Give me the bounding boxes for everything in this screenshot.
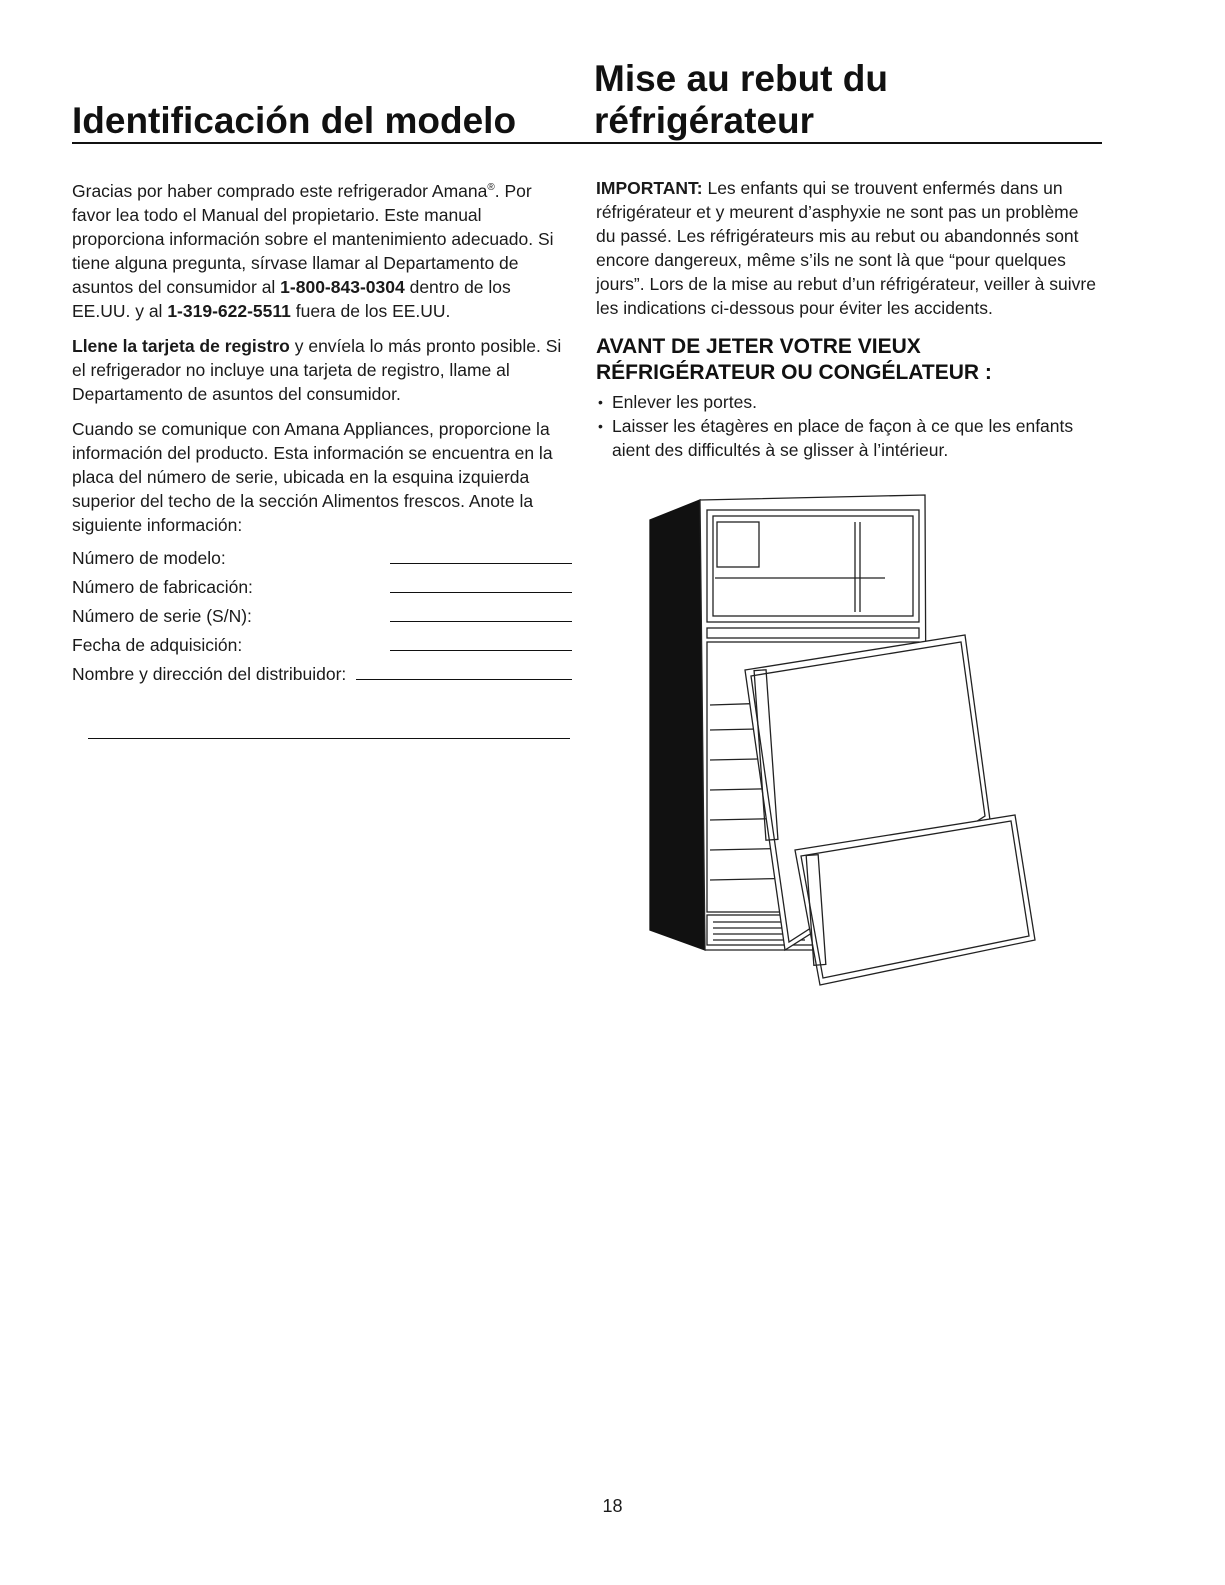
text: Les enfants qui se trouvent enfermés dans un réfrigérateur et y meurent d’asphyxie ne sont pas un problème du passé. Les réfrigérateurs mis au rebut ou abandonnés sont encore dangereux, même s’ils ne sont là que “pour quelques jours”. Lors de la mise au rebut d’un réfrigérateur, veiller à suivre les indications ci-dessous pour éviter les accidents. — [596, 178, 1096, 318]
form-row-model — [72, 541, 572, 570]
page-number: 18 — [602, 1496, 623, 1516]
thank-you-paragraph — [72, 176, 572, 323]
important-paragraph — [596, 176, 1096, 320]
right-column — [596, 176, 1096, 462]
important-label: IMPORTANT: — [596, 178, 703, 198]
blank-line — [390, 650, 572, 651]
heading-rule — [72, 142, 1102, 144]
phone-international: 1-319-622-5511 — [167, 300, 291, 321]
text: Gracias por haber comprado este refrigerador Amana — [72, 180, 488, 201]
record-form — [72, 541, 572, 686]
title-line-1: Mise au rebut du — [594, 58, 888, 99]
disposal-steps — [596, 390, 1096, 462]
text: fuera de los EE.UU. — [290, 300, 451, 321]
blank-line — [356, 679, 572, 680]
text: . Por favor lea todo el Manual del propietario. Este manual proporciona información sobre el mantenimiento adecuado. Si tiene alguna pregunta, sírvase llamar al Departamento de asuntos del consumidor al — [72, 180, 554, 297]
subheading-line-1: AVANT DE JETER VOTRE VIEUX — [596, 335, 921, 358]
product-info-paragraph: Cuando se comunique con Amana Appliances, proporcione la información del producto. Esta información se encuentra en la placa del número de serie, ubicada en la esquina izquierda superior del techo de la sección Alimentos frescos. Anote la siguiente información: — [72, 418, 553, 535]
title-refrigerator-disposal — [594, 58, 888, 142]
blank-line — [390, 592, 572, 593]
registration-bold: Llene la tarjeta de registro — [72, 335, 290, 356]
text: y envíela lo más pronto posible. Si el refrigerador no incluye una tarjeta de registro, llame al Departamento de asuntos del consumidor. — [72, 335, 562, 404]
registered-mark: ® — [487, 182, 495, 193]
registration-paragraph — [72, 334, 572, 406]
form-row-serial — [72, 599, 572, 628]
form-row-dealer — [72, 657, 572, 686]
dealer-address-line — [88, 738, 570, 739]
subheading-line-2: RÉFRIGÉRATEUR OU CONGÉLATEUR : — [596, 361, 992, 384]
text: dentro de los EE.UU. y al — [72, 276, 511, 321]
title-line-2: réfrigérateur — [594, 100, 815, 141]
blank-line — [390, 563, 572, 564]
subheading — [596, 334, 1096, 386]
list-item: • Laisser les étagères en place de façon à ce que les enfants aient des difficultés à se glisser à l’intérieur. — [596, 414, 1096, 462]
left-column — [72, 176, 572, 686]
form-label: Fecha de adquisición: — [72, 634, 243, 655]
form-row-manufacturing — [72, 570, 572, 599]
form-row-purchase-date — [72, 628, 572, 657]
title-model-identification: Identificación del modelo — [72, 100, 517, 141]
blank-line — [390, 621, 572, 622]
refrigerator-doors-removed-illustration — [645, 490, 1045, 990]
form-label: Número de fabricación: — [72, 576, 253, 597]
form-label: Número de modelo: — [72, 547, 226, 568]
form-label: Número de serie (S/N): — [72, 605, 252, 626]
phone-us: 1-800-843-0304 — [280, 276, 405, 297]
form-label: Nombre y dirección del distribuidor: — [72, 663, 347, 684]
list-item: • Enlever les portes. — [596, 390, 1096, 414]
